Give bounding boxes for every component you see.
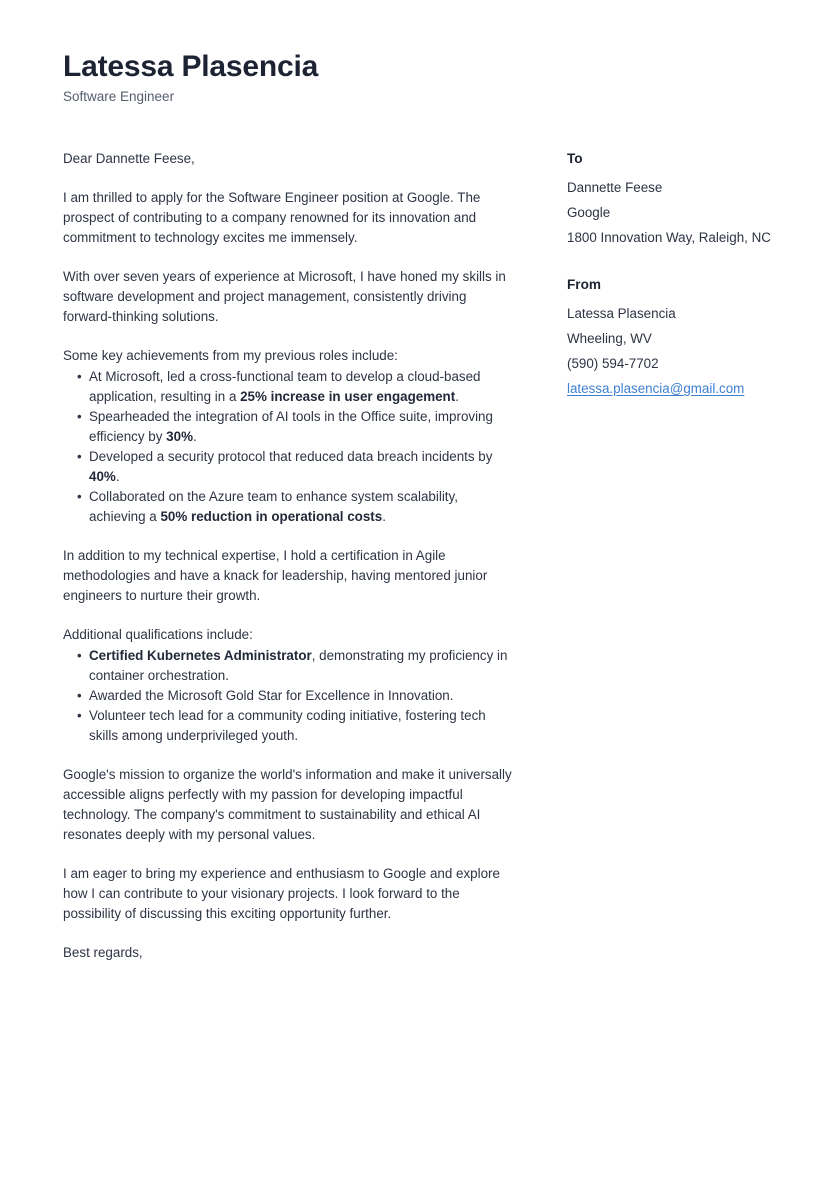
paragraph-call-to-action: I am eager to bring my experience and enthusiasm to Google and explore how I can contribute to your visionary projects. I look forward to the possibility of discussing this exciting opportunity further. [63, 866, 500, 922]
paragraph-intro: I am thrilled to apply for the Software Engineer position at Google. The prospect of contributing to a company renowned for its innovation and commitment to technology excites me immensely. [63, 190, 481, 246]
list-item-text-before: Spearheaded the integration of AI tools in the Office suite, improving efficiency by [89, 409, 493, 445]
list-item-text-bold: 50% reduction in operational costs [160, 509, 383, 525]
recipient-name: Dannette Feese [567, 180, 663, 196]
letter-main-column [63, 149, 518, 963]
job-title-subtitle: Software Engineer [63, 88, 175, 104]
salutation: Dear Dannette Feese, [63, 151, 195, 167]
letter-body-columns [63, 149, 773, 963]
list-item-text-before: Volunteer tech lead for a community coding initiative, fostering tech skills among underprivileged youth. [89, 708, 486, 744]
list-item-text-after: . [455, 389, 459, 405]
sender-block [567, 276, 773, 399]
list-item [63, 706, 518, 746]
paragraph-mission-alignment: Google's mission to organize the world's information and make it universally accessible aligns perfectly with my passion for developing impactful technology. The company's commitment to sustainability and ethical AI resonates deeply with my personal values. [63, 767, 512, 843]
paragraph-certification: In addition to my technical expertise, I hold a certification in Agile methodologies and have a knack for leadership, having mentored junior engineers to nurture their growth. [63, 548, 488, 604]
list-item [63, 686, 518, 706]
qualifications-list [63, 646, 518, 746]
sender-location: Wheeling, WV [567, 331, 652, 347]
list-item-text-bold: Certified Kubernetes Administrator [89, 648, 312, 664]
page-title: Latessa Plasencia [63, 50, 319, 83]
letter-header [63, 50, 773, 105]
sender-email-link[interactable]: latessa.plasencia@gmail.com [567, 381, 745, 397]
recipient-company: Google [567, 205, 611, 221]
list-item-text-before: Collaborated on the Azure team to enhance system scalability, achieving a [89, 489, 458, 525]
list-item-text-before: At Microsoft, led a cross-functional team to develop a cloud-based application, resulting in a [89, 369, 481, 405]
closing-salutation: Best regards, [63, 945, 143, 961]
list-item [63, 447, 518, 487]
qualifications-lead-in: Additional qualifications include: [63, 627, 253, 643]
list-item-text-bold: 25% increase in user engagement [240, 389, 456, 405]
list-item-text-before: Awarded the Microsoft Gold Star for Excellence in Innovation. [89, 688, 454, 704]
recipient-block [567, 150, 773, 248]
paragraph-experience: With over seven years of experience at Microsoft, I have honed my skills in software development and project management, consistently driving forward-thinking solutions. [63, 269, 506, 325]
list-item [63, 367, 518, 407]
sender-name: Latessa Plasencia [567, 306, 676, 322]
sender-phone: (590) 594-7702 [567, 356, 659, 372]
sender-email-line [567, 379, 773, 399]
list-item [63, 487, 518, 527]
list-item [63, 407, 518, 447]
list-item-text-bold: 30% [166, 429, 193, 445]
list-item-text-bold: 40% [89, 469, 116, 485]
list-item-text-after: . [115, 469, 120, 485]
achievements-lead-in: Some key achievements from my previous roles include: [63, 348, 398, 364]
achievements-list [63, 367, 518, 527]
letter-sidebar [567, 149, 773, 427]
list-item-text-after: . [192, 429, 197, 445]
list-item-text-before: Developed a security protocol that reduced data breach incidents by [89, 449, 493, 465]
recipient-address: 1800 Innovation Way, Raleigh, NC [567, 230, 771, 246]
list-item [63, 646, 518, 686]
to-heading: To [567, 151, 583, 167]
list-item-text-after: . [382, 509, 386, 525]
list-item-text-after: , demonstrating my proficiency in container orchestration. [89, 648, 508, 684]
from-heading: From [567, 277, 601, 293]
